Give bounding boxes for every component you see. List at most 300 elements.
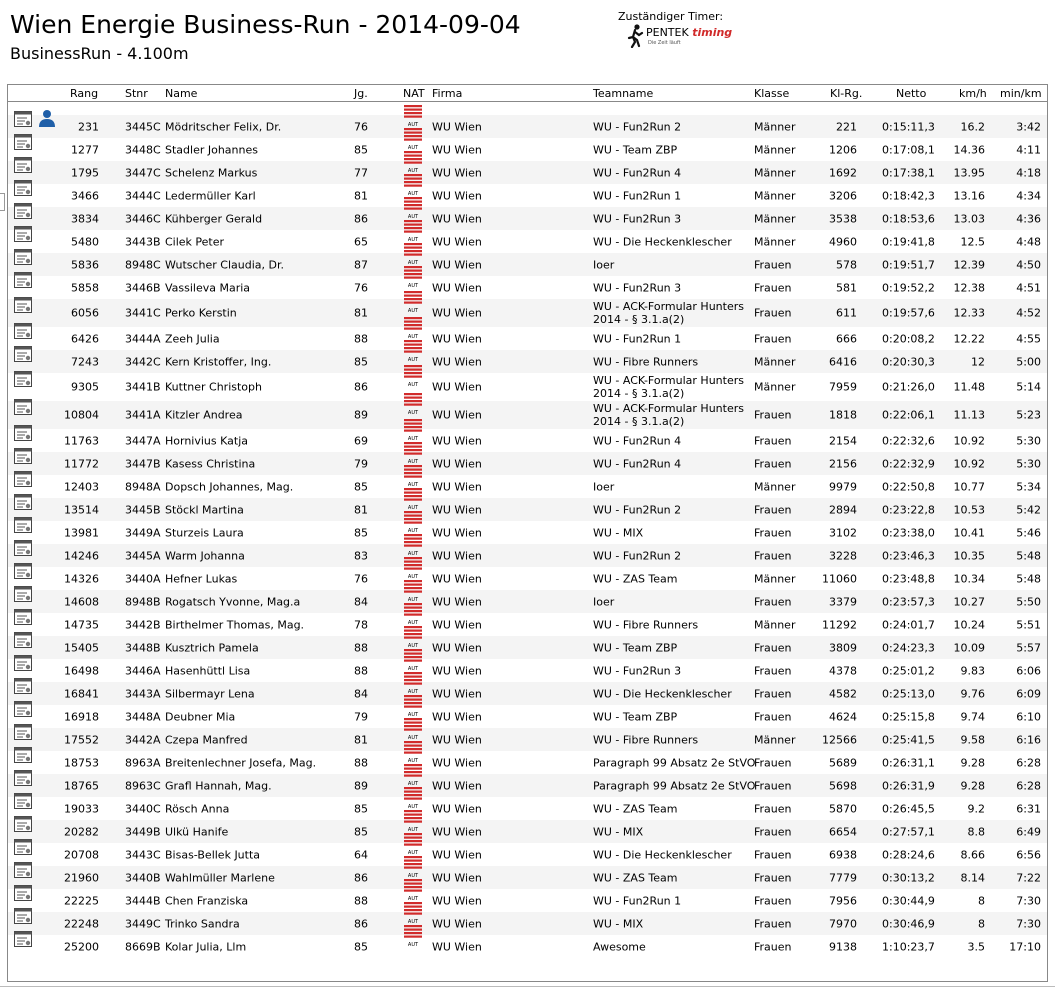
company-cell: WU Wien: [432, 802, 482, 815]
col-header-rang[interactable]: Rang: [70, 87, 99, 100]
class-rank-cell: 6938: [829, 848, 857, 861]
table-row: [8, 350, 1047, 373]
svg-text:AUT: AUT: [407, 504, 419, 510]
rank-cell: 20708: [64, 848, 99, 861]
class-rank-cell: 4378: [829, 664, 857, 677]
name-cell[interactable]: Kuttner Christoph: [165, 380, 262, 394]
pace-cell: 4:48: [1016, 235, 1041, 248]
flag-austria-icon: [404, 419, 422, 441]
team-cell: WU - ACK-Formular Hunters 2014 - § 3.1.a(2): [593, 402, 744, 428]
certificate-icon[interactable]: [14, 471, 32, 487]
flag-austria-icon: [404, 787, 422, 809]
company-cell: WU Wien: [432, 235, 482, 248]
class-rank-cell: 6416: [829, 355, 857, 368]
svg-text:AUT: AUT: [407, 803, 419, 809]
svg-text:AUT: AUT: [407, 121, 419, 127]
name-cell[interactable]: Bisas-Bellek Jutta: [165, 848, 261, 861]
net-time-cell: 0:26:31,1: [882, 756, 935, 769]
company-cell: WU Wien: [432, 457, 482, 470]
year-cell: 85: [354, 802, 368, 815]
bib-cell: 3445C: [125, 120, 161, 133]
net-time-cell: 0:25:13,0: [882, 687, 935, 700]
flag-austria-icon: [404, 557, 422, 579]
name-cell[interactable]: Sturzeis Laura: [165, 526, 244, 539]
name-cell[interactable]: Breitenlechner Josefa, Mag.: [165, 756, 317, 769]
name-cell[interactable]: Stadler Johannes: [165, 143, 258, 156]
net-time-cell: 0:19:51,7: [882, 258, 935, 271]
name-cell[interactable]: Kern Kristoffer, Ing.: [165, 355, 272, 368]
certificate-icon[interactable]: [14, 425, 32, 441]
speed-cell: 9.76: [960, 687, 985, 700]
net-time-cell: 0:25:15,8: [882, 710, 935, 723]
net-time-cell: 0:15:11,3: [882, 120, 935, 133]
certificate-icon[interactable]: [14, 839, 32, 855]
rank-cell: 10804: [64, 408, 99, 422]
class-cell: Männer: [754, 235, 796, 248]
name-cell[interactable]: Mödritscher Felix, Dr.: [165, 120, 282, 133]
pace-cell: 4:52: [1016, 306, 1041, 320]
pace-cell: 17:10: [1009, 940, 1041, 953]
class-cell: Frauen: [754, 595, 792, 608]
speed-cell: 9.28: [960, 779, 985, 792]
name-cell[interactable]: Wutscher Claudia, Dr.: [165, 258, 285, 271]
svg-text:AUT: AUT: [407, 642, 419, 648]
team-cell: WU - Fun2Run 1: [593, 894, 682, 907]
flag-austria-icon: [404, 220, 422, 242]
class-rank-cell: 7779: [829, 871, 857, 884]
flag-austria-icon: [404, 365, 422, 387]
speed-cell: 10.41: [953, 526, 985, 539]
certificate-icon[interactable]: [14, 816, 32, 832]
year-cell: 64: [354, 848, 368, 861]
certificate-icon[interactable]: [14, 632, 32, 648]
name-cell[interactable]: Wahlmüller Marlene: [165, 871, 275, 884]
speed-cell: 8: [978, 917, 985, 930]
name-cell[interactable]: Schelenz Markus: [165, 166, 258, 179]
certificate-icon[interactable]: [14, 111, 32, 127]
name-cell[interactable]: Rösch Anna: [165, 802, 230, 815]
certificate-icon[interactable]: [14, 203, 32, 219]
pace-cell: 4:50: [1016, 258, 1041, 271]
class-cell: Männer: [754, 212, 796, 225]
timer-logo-tagline: Die Zeit läuft: [648, 40, 681, 46]
team-cell: Paragraph 99 Absatz 2e StVO: [593, 779, 756, 792]
svg-text:AUT: AUT: [407, 780, 419, 786]
table-row: [8, 774, 1047, 797]
year-cell: 88: [354, 756, 368, 769]
class-cell: Frauen: [754, 871, 792, 884]
class-cell: Frauen: [754, 408, 792, 422]
bib-cell: 3449A: [125, 526, 161, 539]
flag-austria-icon: [404, 488, 422, 510]
col-header-stnr[interactable]: Stnr: [125, 87, 148, 100]
pace-cell: 6:28: [1016, 756, 1041, 769]
team-cell: WU - ZAS Team: [593, 802, 678, 815]
pace-cell: 6:49: [1016, 825, 1041, 838]
certificate-icon[interactable]: [14, 134, 32, 150]
rank-cell: 3466: [71, 189, 99, 202]
col-header-kmh[interactable]: km/h: [959, 87, 987, 100]
name-cell[interactable]: Ulkü Hanife: [165, 825, 229, 838]
class-cell: Frauen: [754, 825, 792, 838]
speed-cell: 10.77: [953, 480, 985, 493]
speed-cell: 12.33: [953, 306, 985, 320]
year-cell: 83: [354, 549, 368, 562]
company-cell: WU Wien: [432, 572, 482, 585]
team-cell: WU - Fun2Run 1: [593, 332, 682, 345]
speed-cell: 16.2: [960, 120, 985, 133]
timer-logo[interactable]: [626, 24, 738, 52]
class-rank-cell: 1818: [829, 408, 857, 422]
svg-text:AUT: AUT: [407, 596, 419, 602]
team-cell: WU - Die Heckenklescher: [593, 848, 732, 861]
col-header-klrg[interactable]: Kl-Rg.: [830, 87, 863, 100]
year-cell: 78: [354, 618, 368, 631]
class-rank-cell: 2156: [829, 457, 857, 470]
name-cell[interactable]: Vassileva Maria: [165, 281, 251, 294]
net-time-cell: 0:23:38,0: [882, 526, 935, 539]
side-scroll-marker: [0, 193, 5, 211]
name-cell[interactable]: Silbermayr Lena: [165, 687, 255, 700]
col-header-name[interactable]: Name: [165, 87, 198, 100]
speed-cell: 10.27: [953, 595, 985, 608]
class-rank-cell: 7970: [829, 917, 857, 930]
table-row: [8, 590, 1047, 613]
net-time-cell: 0:24:01,7: [882, 618, 935, 631]
speed-cell: 3.5: [967, 940, 985, 953]
timer-logo-text: PENTEK timing: [646, 26, 733, 39]
speed-cell: 10.92: [953, 457, 985, 470]
name-cell[interactable]: Kitzler Andrea: [165, 408, 243, 422]
speed-cell: 9.74: [960, 710, 985, 723]
page-subtitle: BusinessRun - 4.100m: [10, 44, 189, 63]
certificate-icon[interactable]: [14, 448, 32, 464]
team-cell: Ioer: [593, 595, 615, 608]
results-table: [7, 84, 1048, 982]
certificate-icon[interactable]: [14, 297, 32, 313]
company-cell: WU Wien: [432, 526, 482, 539]
runner-icon: [626, 24, 644, 48]
flag-austria-icon: [404, 465, 422, 487]
table-row: [8, 728, 1047, 751]
table-row: [8, 705, 1047, 728]
class-cell: Frauen: [754, 549, 792, 562]
name-cell[interactable]: Deubner Mia: [165, 710, 236, 723]
table-row: [8, 636, 1047, 659]
rank-cell: 25200: [64, 940, 99, 953]
class-rank-cell: 11292: [822, 618, 857, 631]
net-time-cell: 0:30:44,9: [882, 894, 935, 907]
svg-text:AUT: AUT: [407, 236, 419, 242]
year-cell: 65: [354, 235, 368, 248]
company-cell: WU Wien: [432, 825, 482, 838]
table-row: [8, 567, 1047, 590]
class-rank-cell: 2154: [829, 434, 857, 447]
bib-cell: 3448A: [125, 710, 161, 723]
team-cell: WU - Fun2Run 4: [593, 457, 682, 470]
team-cell: WU - ACK-Formular Hunters 2014 - § 3.1.a(2): [593, 300, 744, 326]
flag-austria-icon: [404, 833, 422, 855]
company-cell: WU Wien: [432, 434, 482, 447]
class-rank-cell: 3538: [829, 212, 857, 225]
net-time-cell: 0:25:41,5: [882, 733, 935, 746]
team-cell: WU - Fun2Run 2: [593, 549, 682, 562]
certificate-icon[interactable]: [14, 908, 32, 924]
certificate-icon[interactable]: [14, 540, 32, 556]
pace-cell: 5:57: [1016, 641, 1041, 654]
certificate-icon[interactable]: [14, 931, 32, 947]
certificate-icon[interactable]: [14, 678, 32, 694]
table-row: [8, 751, 1047, 774]
table-row: [8, 299, 1047, 327]
name-cell[interactable]: Kolar Julia, Llm: [165, 940, 247, 953]
net-time-cell: 0:19:57,6: [882, 306, 935, 320]
class-cell: Frauen: [754, 848, 792, 861]
certificate-icon[interactable]: [14, 249, 32, 265]
year-cell: 84: [354, 595, 368, 608]
speed-cell: 10.53: [953, 503, 985, 516]
net-time-cell: 0:30:46,9: [882, 917, 935, 930]
pace-cell: 6:16: [1016, 733, 1041, 746]
pace-cell: 4:34: [1016, 189, 1041, 202]
name-cell[interactable]: Stöckl Martina: [165, 503, 244, 516]
certificate-icon[interactable]: [14, 724, 32, 740]
bib-cell: 3449B: [125, 825, 161, 838]
svg-text:AUT: AUT: [407, 550, 419, 556]
name-cell[interactable]: Trinko Sandra: [165, 917, 240, 930]
table-row: [8, 866, 1047, 889]
year-cell: 89: [354, 408, 368, 422]
bib-cell: 3441B: [125, 380, 161, 394]
class-rank-cell: 611: [836, 306, 857, 320]
speed-cell: 8.66: [960, 848, 985, 861]
pace-cell: 5:42: [1016, 503, 1041, 516]
flag-austria-icon: [404, 810, 422, 832]
col-header-firma[interactable]: Firma: [432, 87, 463, 100]
bib-cell: 3441C: [125, 306, 161, 320]
table-header: [8, 85, 1047, 102]
svg-text:AUT: AUT: [407, 619, 419, 625]
certificate-icon[interactable]: [14, 346, 32, 362]
net-time-cell: 0:20:08,2: [882, 332, 935, 345]
bib-cell: 8669B: [125, 940, 161, 953]
certificate-icon[interactable]: [14, 655, 32, 671]
col-header-klasse[interactable]: Klasse: [754, 87, 790, 100]
year-cell: 85: [354, 355, 368, 368]
speed-cell: 11.13: [953, 408, 985, 422]
table-row: [8, 475, 1047, 498]
team-cell: WU - Fun2Run 3: [593, 212, 682, 225]
company-cell: WU Wien: [432, 189, 482, 202]
col-header-jg[interactable]: Jg.: [354, 87, 368, 100]
svg-text:AUT: AUT: [407, 213, 419, 219]
col-header-teamname[interactable]: Teamname: [593, 87, 654, 100]
net-time-cell: 0:18:53,6: [882, 212, 935, 225]
svg-text:AUT: AUT: [407, 757, 419, 763]
flag-austria-icon: [404, 626, 422, 648]
company-cell: WU Wien: [432, 595, 482, 608]
flag-austria-icon: [404, 695, 422, 717]
pace-cell: 5:50: [1016, 595, 1041, 608]
flag-austria-icon: [404, 105, 422, 127]
svg-text:AUT: AUT: [407, 144, 419, 150]
svg-text:AUT: AUT: [407, 527, 419, 533]
pace-cell: 4:18: [1016, 166, 1041, 179]
svg-text:AUT: AUT: [407, 711, 419, 717]
rank-cell: 14326: [64, 572, 99, 585]
flag-austria-icon: [404, 879, 422, 901]
class-cell: Frauen: [754, 526, 792, 539]
col-header-nat[interactable]: NAT: [403, 87, 425, 100]
name-cell[interactable]: Birthelmer Thomas, Mag.: [165, 618, 305, 631]
flag-austria-icon: [404, 718, 422, 740]
certificate-icon[interactable]: [14, 494, 32, 510]
net-time-cell: 0:23:48,8: [882, 572, 935, 585]
name-cell[interactable]: Chen Franziska: [165, 894, 249, 907]
svg-text:AUT: AUT: [407, 282, 419, 288]
team-cell: WU - MIX: [593, 917, 644, 930]
rank-cell: 20282: [64, 825, 99, 838]
pace-cell: 5:30: [1016, 434, 1041, 447]
class-cell: Frauen: [754, 940, 792, 953]
certificate-icon[interactable]: [14, 226, 32, 242]
team-cell: WU - Fun2Run 4: [593, 166, 682, 179]
name-cell[interactable]: Cilek Peter: [165, 235, 225, 248]
pace-cell: 5:34: [1016, 480, 1041, 493]
certificate-icon[interactable]: [14, 157, 32, 173]
name-cell[interactable]: Kasess Christina: [165, 457, 256, 470]
net-time-cell: 0:19:41,8: [882, 235, 935, 248]
class-cell: Frauen: [754, 664, 792, 677]
company-cell: WU Wien: [432, 710, 482, 723]
results-rows: [8, 115, 1047, 958]
speed-cell: 10.92: [953, 434, 985, 447]
name-cell[interactable]: Kühberger Gerald: [165, 212, 263, 225]
speed-cell: 13.95: [953, 166, 985, 179]
pace-cell: 7:22: [1016, 871, 1041, 884]
bib-cell: 3445A: [125, 549, 161, 562]
table-row: [8, 613, 1047, 636]
certificate-icon[interactable]: [14, 180, 32, 196]
certificate-icon[interactable]: [14, 323, 32, 339]
table-row: [8, 498, 1047, 521]
team-cell: Awesome: [593, 940, 646, 953]
company-cell: WU Wien: [432, 480, 482, 493]
bib-cell: 3448B: [125, 641, 161, 654]
certificate-icon[interactable]: [14, 862, 32, 878]
svg-text:AUT: AUT: [407, 167, 419, 173]
year-cell: 85: [354, 480, 368, 493]
year-cell: 88: [354, 894, 368, 907]
pace-cell: 3:42: [1016, 120, 1041, 133]
bib-cell: 3443B: [125, 235, 161, 248]
name-cell[interactable]: Zeeh Julia: [165, 332, 220, 345]
certificate-icon[interactable]: [14, 747, 32, 763]
table-row: [8, 935, 1047, 958]
class-cell: Frauen: [754, 687, 792, 700]
name-cell[interactable]: Rogatsch Yvonne, Mag.a: [165, 595, 301, 608]
certificate-icon[interactable]: [14, 272, 32, 288]
team-cell: WU - Fun2Run 2: [593, 503, 682, 516]
col-header-netto[interactable]: Netto: [896, 87, 927, 100]
net-time-cell: 0:30:13,2: [882, 871, 935, 884]
certificate-icon[interactable]: [14, 885, 32, 901]
certificate-icon[interactable]: [14, 371, 32, 387]
user-profile-icon[interactable]: [38, 109, 56, 127]
speed-cell: 14.36: [953, 143, 985, 156]
certificate-icon[interactable]: [14, 701, 32, 717]
name-cell[interactable]: Hefner Lukas: [165, 572, 238, 585]
certificate-icon[interactable]: [14, 586, 32, 602]
class-rank-cell: 1206: [829, 143, 857, 156]
name-cell[interactable]: Kusztrich Pamela: [165, 641, 259, 654]
name-cell[interactable]: Hasenhüttl Lisa: [165, 664, 251, 677]
table-row: [8, 373, 1047, 401]
rank-cell: 12403: [64, 480, 99, 493]
certificate-icon[interactable]: [14, 793, 32, 809]
certificate-icon[interactable]: [14, 399, 32, 415]
class-cell: Frauen: [754, 802, 792, 815]
name-cell[interactable]: Perko Kerstin: [165, 306, 237, 320]
name-cell[interactable]: Hornivius Katja: [165, 434, 248, 447]
class-rank-cell: 11060: [822, 572, 857, 585]
certificate-icon[interactable]: [14, 609, 32, 625]
name-cell[interactable]: Dopsch Johannes, Mag.: [165, 480, 294, 493]
speed-cell: 12: [971, 355, 985, 368]
certificate-icon[interactable]: [14, 770, 32, 786]
year-cell: 81: [354, 189, 368, 202]
certificate-icon[interactable]: [14, 563, 32, 579]
class-rank-cell: 3379: [829, 595, 857, 608]
team-cell: WU - Die Heckenklescher: [593, 687, 732, 700]
class-rank-cell: 5870: [829, 802, 857, 815]
class-cell: Männer: [754, 166, 796, 179]
col-header-minkm[interactable]: min/km: [1000, 87, 1042, 100]
flag-austria-icon: [404, 649, 422, 671]
certificate-icon[interactable]: [14, 517, 32, 533]
svg-text:AUT: AUT: [407, 190, 419, 196]
class-cell: Frauen: [754, 894, 792, 907]
class-cell: Frauen: [754, 306, 792, 320]
class-cell: Frauen: [754, 332, 792, 345]
bib-cell: 8948B: [125, 595, 161, 608]
table-row: [8, 207, 1047, 230]
rank-cell: 13514: [64, 503, 99, 516]
team-cell: WU - Team ZBP: [593, 641, 678, 654]
class-cell: Männer: [754, 380, 796, 394]
bib-cell: 3446B: [125, 281, 161, 294]
table-row: [8, 912, 1047, 935]
svg-text:AUT: AUT: [407, 308, 419, 313]
pace-cell: 5:48: [1016, 572, 1041, 585]
flag-austria-icon: [404, 174, 422, 196]
net-time-cell: 0:26:31,9: [882, 779, 935, 792]
company-cell: WU Wien: [432, 143, 482, 156]
name-cell[interactable]: Warm Johanna: [165, 549, 245, 562]
class-rank-cell: 6654: [829, 825, 857, 838]
class-cell: Männer: [754, 189, 796, 202]
flag-austria-icon: [404, 442, 422, 464]
class-rank-cell: 9138: [829, 940, 857, 953]
name-cell[interactable]: Czepa Manfred: [165, 733, 248, 746]
year-cell: 86: [354, 917, 368, 930]
flag-austria-icon: [404, 856, 422, 878]
svg-text:AUT: AUT: [407, 941, 419, 947]
name-cell[interactable]: Ledermüller Karl: [165, 189, 256, 202]
name-cell[interactable]: Grafl Hannah, Mag.: [165, 779, 272, 792]
net-time-cell: 0:23:57,3: [882, 595, 935, 608]
pace-cell: 5:23: [1016, 408, 1041, 422]
